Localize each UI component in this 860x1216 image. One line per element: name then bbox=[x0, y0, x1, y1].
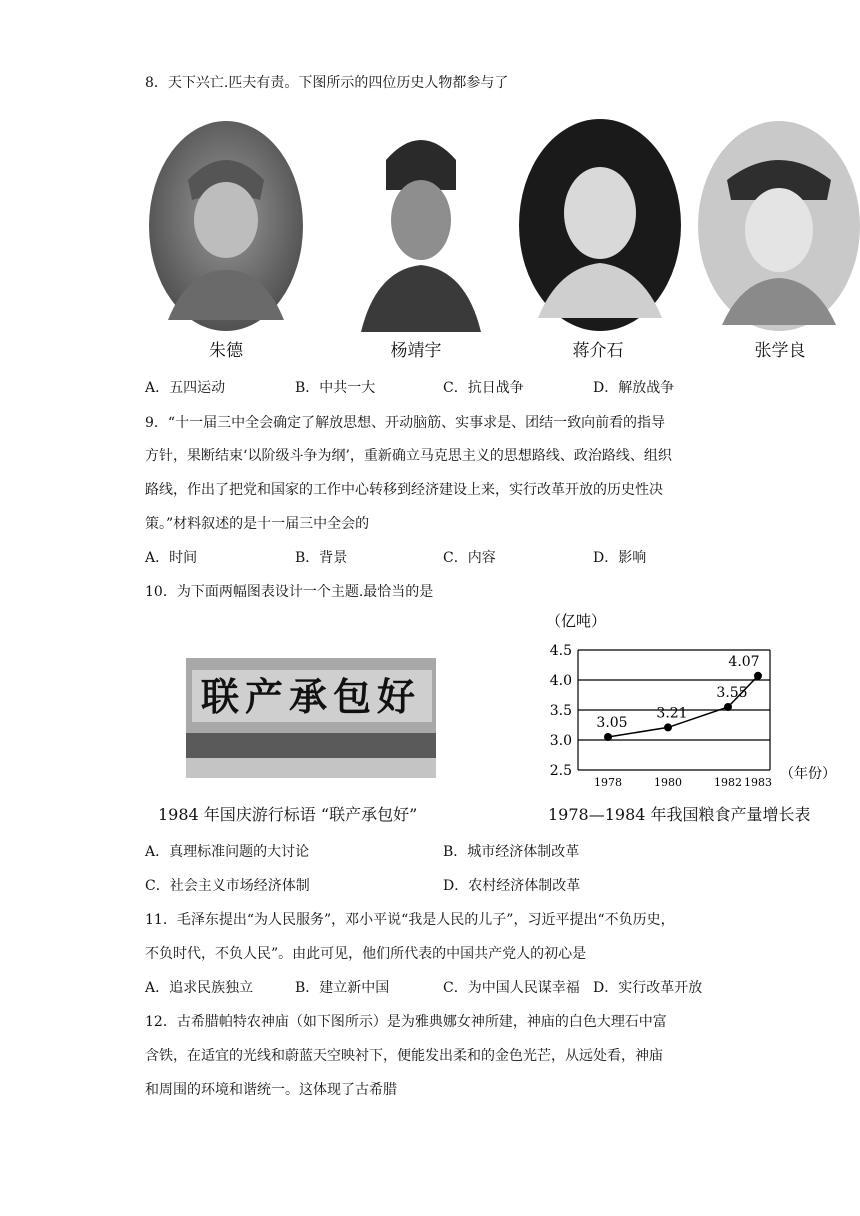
portrait-chiang-kai-shek bbox=[518, 118, 682, 332]
option-a[interactable]: A．追求民族独立 bbox=[145, 980, 254, 996]
q8-options bbox=[145, 377, 745, 397]
data-label: 3.05 bbox=[596, 715, 628, 731]
x-tick-label: 1983 bbox=[744, 776, 772, 789]
q12-line: 和周围的环境和谐统一。这体现了古希腊 bbox=[145, 1082, 397, 1098]
data-point bbox=[754, 672, 762, 680]
q10-stem: 10．为下面两幅图表设计一个主题.最恰当的是 bbox=[145, 584, 434, 600]
q11-options bbox=[145, 977, 745, 997]
q9-line: 方针，果断结束‘以阶级斗争为纲’，重新确立马克思主义的思想路线、政治路线、组织 bbox=[145, 448, 672, 464]
portrait-zhu-de bbox=[148, 120, 304, 332]
y-tick-label: 4.0 bbox=[549, 673, 572, 689]
portrait-caption: 朱德 bbox=[209, 341, 243, 361]
photo-caption: 1984 年国庆游行标语 “联产承包好” bbox=[158, 805, 418, 824]
x-axis-label: （年份） bbox=[780, 766, 836, 782]
q9-options bbox=[145, 547, 745, 567]
option-b[interactable]: B．中共一大 bbox=[295, 380, 376, 396]
y-tick-label: 4.5 bbox=[549, 643, 572, 659]
option-d[interactable]: D．解放战争 bbox=[593, 380, 675, 396]
x-tick-label: 1982 bbox=[714, 776, 742, 789]
q11-line: 不负时代，不负人民”。由此可见，他们所代表的中国共产党人的初心是 bbox=[145, 946, 587, 962]
data-label: 3.55 bbox=[716, 685, 748, 701]
y-tick-label: 3.0 bbox=[549, 733, 572, 749]
grain-output-chart bbox=[540, 608, 840, 798]
data-point bbox=[604, 733, 612, 741]
q12-line: 12．古希腊帕特农神庙（如下图所示）是为雅典娜女神所建，神庙的白色大理石中富 bbox=[145, 1014, 667, 1030]
q9-line: 路线，作出了把党和国家的工作中心转移到经济建设上来，实行改革开放的历史性决 bbox=[145, 482, 663, 498]
parade-photo bbox=[186, 618, 436, 778]
q9-line: 策。”材料叙述的是十一届三中全会的 bbox=[145, 516, 370, 532]
q10-options bbox=[145, 841, 745, 861]
option-d[interactable]: D．农村经济体制改革 bbox=[443, 878, 581, 894]
q12-line: 含铁，在适宜的光线和蔚蓝天空映衬下，便能发出柔和的金色光芒，从远处看，神庙 bbox=[145, 1048, 663, 1064]
q11-line: 11．毛泽东提出“为人民服务”，邓小平说“我是人民的儿子”，习近平提出“不负历史， bbox=[145, 912, 675, 928]
option-d[interactable]: D．实行改革开放 bbox=[593, 980, 703, 996]
portrait-yang-jingyu bbox=[356, 120, 486, 332]
q10-options bbox=[145, 875, 745, 895]
chart-caption: 1978—1984 年我国粮食产量增长表 bbox=[548, 805, 811, 824]
data-point bbox=[664, 723, 672, 731]
x-tick-label: 1978 bbox=[594, 776, 622, 789]
option-b[interactable]: B．背景 bbox=[295, 550, 348, 566]
parade-banner-text: 联产承包好 bbox=[200, 675, 422, 719]
y-tick-label: 3.5 bbox=[549, 703, 572, 719]
q8-stem: 8．天下兴亡.匹夫有责。下图所示的四位历史人物都参与了 bbox=[145, 75, 509, 91]
y-axis-label: （亿吨） bbox=[546, 612, 607, 630]
q9-line: 9．“十一届三中全会确定了解放思想、开动脑筋、实事求是、团结一致向前看的指导 bbox=[145, 415, 666, 431]
option-c[interactable]: C．为中国人民谋幸福 bbox=[443, 980, 580, 996]
option-b[interactable]: B．城市经济体制改革 bbox=[443, 844, 580, 860]
x-tick-label: 1980 bbox=[654, 776, 682, 789]
option-a[interactable]: A．时间 bbox=[145, 550, 198, 566]
y-tick-label: 2.5 bbox=[549, 763, 572, 779]
option-c[interactable]: C．社会主义市场经济体制 bbox=[145, 878, 310, 894]
portrait-caption: 蒋介石 bbox=[572, 341, 624, 361]
option-d[interactable]: D．影响 bbox=[593, 550, 647, 566]
option-c[interactable]: C．抗日战争 bbox=[443, 380, 524, 396]
portrait-caption: 张学良 bbox=[754, 341, 806, 361]
portrait-caption: 杨靖宇 bbox=[390, 341, 442, 361]
option-a[interactable]: A．五四运动 bbox=[145, 380, 226, 396]
data-label: 3.21 bbox=[656, 705, 688, 722]
option-a[interactable]: A．真理标准问题的大讨论 bbox=[145, 844, 310, 860]
option-c[interactable]: C．内容 bbox=[443, 550, 496, 566]
portrait-zhang-xueliang bbox=[697, 120, 860, 332]
option-b[interactable]: B．建立新中国 bbox=[295, 980, 390, 996]
data-label: 4.07 bbox=[728, 653, 760, 670]
data-point bbox=[724, 703, 732, 711]
